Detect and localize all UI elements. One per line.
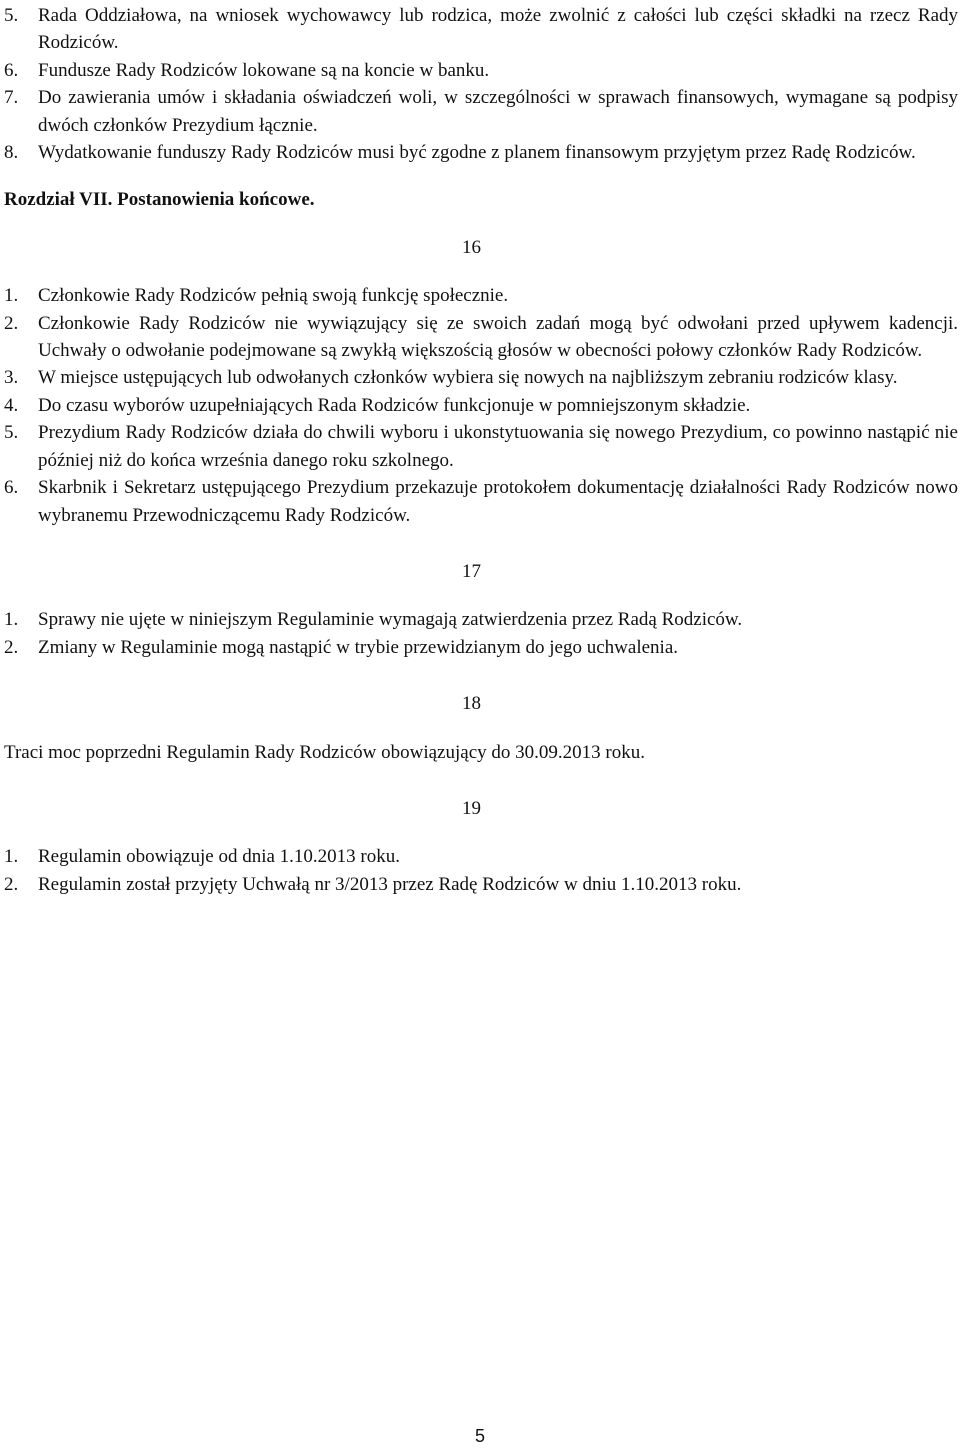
item-number: 6.: [4, 477, 19, 499]
section-mark-19: 19: [462, 797, 481, 819]
item-text: Rada Oddziałowa, na wniosek wychowawcy lub rodzica, może zwolnić z całości lub części składki na rzecz Rady Rodziców.: [38, 5, 958, 54]
list-item: [4, 606, 958, 633]
list-item: [4, 282, 958, 309]
list-item: [4, 474, 958, 529]
list-item: [4, 364, 958, 391]
section-mark-16: 16: [462, 236, 481, 258]
top-list: [4, 2, 958, 166]
list-item: [4, 2, 958, 57]
list-item: [4, 871, 958, 898]
item-text: Do czasu wyborów uzupełniających Rada Rodziców funkcjonuje w pomniejszonym składzie.: [38, 394, 751, 416]
item-number: 2.: [4, 312, 19, 334]
page-number: 5: [474, 1426, 485, 1446]
list-item: [4, 419, 958, 474]
item-number: 1.: [4, 846, 19, 868]
list-item: [4, 310, 958, 365]
list-item: [4, 634, 958, 661]
item-text: Wydatkowanie funduszy Rady Rodziców musi być zgodne z planem finansowym przyjętym przez Radę Rodziców.: [38, 142, 916, 164]
page-content: [4, 2, 958, 898]
item-number: 3.: [4, 367, 19, 389]
item-number: 2.: [4, 873, 19, 895]
list-item: [4, 84, 958, 139]
item-text: Członkowie Rady Rodziców pełnią swoją funkcję społecznie.: [38, 285, 509, 307]
item-number: 1.: [4, 609, 19, 631]
item-text: Regulamin został przyjęty Uchwałą nr 3/2013 przez Radę Rodziców w dniu 1.10.2013 roku.: [38, 873, 742, 895]
item-number: 7.: [4, 87, 19, 109]
item-text: Regulamin obowiązuje od dnia 1.10.2013 roku.: [38, 846, 400, 868]
section-17-list: [4, 606, 958, 661]
section-mark-17: 17: [462, 560, 481, 582]
item-text: W miejsce ustępujących lub odwołanych członków wybiera się nowych na najbliższym zebraniu rodziców klasy.: [38, 367, 898, 389]
item-number: 2.: [4, 636, 19, 658]
list-item: [4, 139, 958, 166]
item-number: 4.: [4, 394, 19, 416]
item-number: 5.: [4, 422, 19, 444]
list-item: [4, 392, 958, 419]
item-number: 8.: [4, 142, 19, 164]
item-number: 5.: [4, 5, 19, 26]
list-item: [4, 843, 958, 870]
item-text: Do zawierania umów i składania oświadczeń woli, w szczególności w sprawach finansowych, wymagane są podpisy dwóch członków Prezydium łącznie.: [38, 87, 958, 136]
section-16-list: [4, 282, 958, 529]
item-text: Członkowie Rady Rodziców nie wywiązujący się ze swoich zadań mogą być odwołani przed upływem kadencji. Uchwały o odwołanie podejmowane są zwykłą większością głosów w obecności połowy członków Rady Rodziców.: [38, 312, 958, 362]
item-text: Prezydium Rady Rodziców działa do chwili wyboru i ukonstytuowania się nowego Prezydium, co powinno nastąpić nie później niż do końca września danego roku szkolnego.: [38, 422, 958, 471]
chapter-heading: Rozdział VII. Postanowienia końcowe.: [4, 189, 315, 211]
item-text: Fundusze Rady Rodziców lokowane są na koncie w banku.: [38, 59, 490, 81]
item-text: Skarbnik i Sekretarz ustępującego Prezydium przekazuje protokołem dokumentację działalności Rady Rodziców nowo wybranemu Przewodniczącemu Rady Rodziców.: [38, 477, 958, 526]
item-text: Zmiany w Regulaminie mogą nastąpić w trybie przewidzianym do jego uchwalenia.: [38, 636, 678, 658]
section-19-list: [4, 843, 958, 898]
list-item: [4, 57, 958, 84]
item-text: Sprawy nie ujęte w niniejszym Regulaminie wymagają zatwierdzenia przez Radą Rodziców.: [38, 609, 743, 631]
item-number: 1.: [4, 285, 19, 307]
section-18-paragraph: Traci moc poprzedni Regulamin Rady Rodziców obowiązujący do 30.09.2013 roku.: [4, 741, 645, 763]
section-mark-18: 18: [462, 693, 481, 715]
item-number: 6.: [4, 59, 19, 81]
